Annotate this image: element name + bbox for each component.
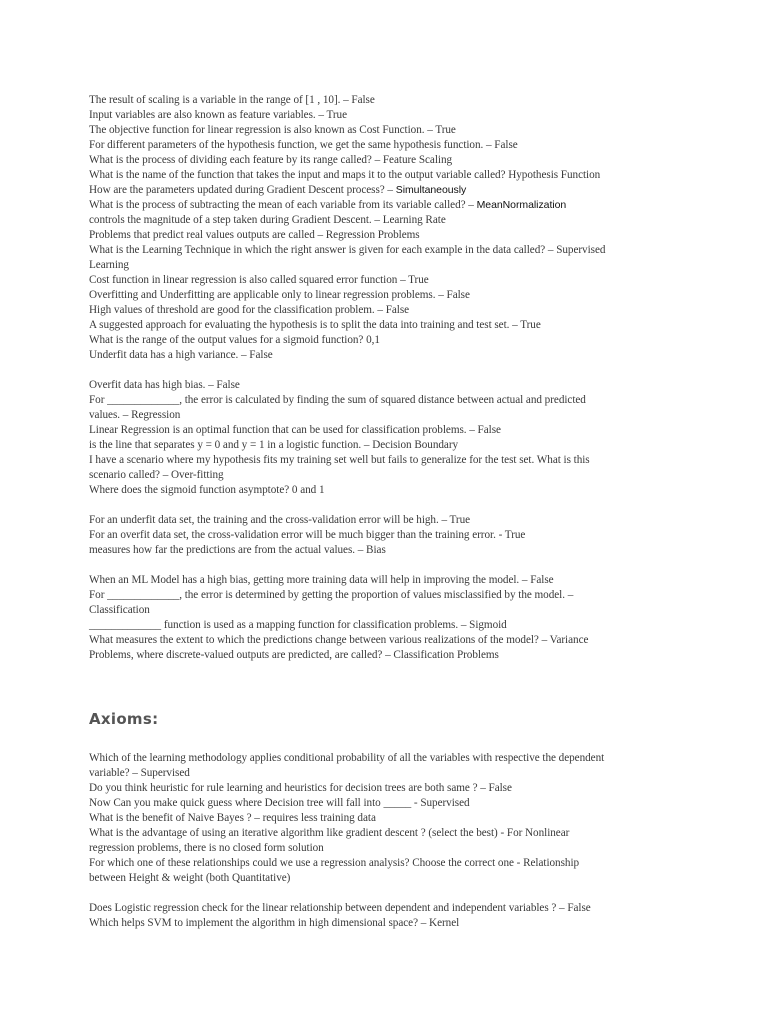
text-line: What is the name of the function that takes the input and maps it to the output variable called? Hypothesis Function (89, 169, 601, 181)
section-3 (89, 513, 669, 558)
text-line: What is the process of dividing each feature by its range called? – Feature Scaling (89, 154, 453, 166)
section-6 (89, 901, 669, 931)
text-line: A suggested approach for evaluating the hypothesis is to split the data into training and test set. – True (89, 319, 541, 331)
text-line: Overfit data has high bias. – False (89, 379, 240, 391)
text-line: Learning (89, 259, 129, 271)
text-line: Problems, where discrete-valued outputs are predicted, are called? – Classification Problems (89, 649, 499, 661)
text-line: Cost function in linear regression is also called squared error function – True (89, 274, 429, 286)
paragraph-gap (89, 498, 669, 513)
text-line: Do you think heuristic for rule learning and heuristics for decision trees are both same ? – False (89, 782, 512, 794)
section-heading: Axioms: (89, 710, 159, 728)
answer-text: MeanNormalization (476, 199, 567, 211)
text-line: Input variables are also known as feature variables. – True (89, 109, 348, 121)
text-line: values. – Regression (89, 409, 181, 421)
text-line: Classification (89, 604, 150, 616)
section-5 (89, 751, 669, 886)
text-line: is the line that separates y = 0 and y = 1 in a logistic function. – Decision Boundary (89, 439, 459, 451)
text-line: Which helps SVM to implement the algorithm in high dimensional space? – Kernel (89, 917, 460, 929)
text-line (89, 198, 669, 213)
paragraph-gap (89, 558, 669, 573)
text-line: Does Logistic regression check for the linear relationship between dependent and independent variables ? – False (89, 902, 591, 914)
document-page (89, 93, 669, 931)
text-line (89, 183, 669, 198)
text-line: Problems that predict real values outputs are called – Regression Problems (89, 229, 420, 241)
text-line: regression problems, there is no closed form solution (89, 842, 324, 854)
text-line: High values of threshold are good for the classification problem. – False (89, 304, 410, 316)
section-2 (89, 378, 669, 498)
text-line: measures how far the predictions are from the actual values. – Bias (89, 544, 386, 556)
text-line: Now Can you make quick guess where Decision tree will fall into _____ - Supervised (89, 797, 470, 809)
text-line: What is the advantage of using an iterative algorithm like gradient descent ? (select the best) - For Nonlinear (89, 827, 570, 839)
text-line: What is the Learning Technique in which the right answer is given for each example in the data called? – Supervised (89, 244, 606, 256)
text-line: When an ML Model has a high bias, getting more training data will help in improving the model. – False (89, 574, 554, 586)
text-line: Which of the learning methodology applies conditional probability of all the variables with respective the dependent (89, 752, 605, 764)
text-line: For which one of these relationships could we use a regression analysis? Choose the correct one - Relationship (89, 857, 580, 869)
text-line: What is the benefit of Naive Bayes ? – requires less training data (89, 812, 376, 824)
text-line: scenario called? – Over-fitting (89, 469, 224, 481)
text-line: For an overfit data set, the cross-validation error will be much bigger than the training error. - True (89, 529, 526, 541)
text-line: For _____________, the error is determined by getting the proportion of values misclassified by the model. – (89, 589, 574, 601)
text-line: For _____________, the error is calculated by finding the sum of squared distance between actual and predicted (89, 394, 586, 406)
section-4 (89, 573, 669, 663)
text-line: The result of scaling is a variable in the range of [1 , 10]. – False (89, 94, 375, 106)
text-line: What measures the extent to which the predictions change between various realizations of the model? – Variance (89, 634, 589, 646)
text-line: _____________ function is used as a mapping function for classification problems. – Sigmoid (89, 619, 507, 631)
question-text: What is the process of subtracting the mean of each variable from its variable called? – (89, 199, 477, 211)
text-line: between Height & weight (both Quantitative) (89, 872, 291, 884)
question-text: How are the parameters updated during Gradient Descent process? – (89, 184, 396, 196)
text-line: I have a scenario where my hypothesis fits my training set well but fails to generalize for the test set. What is this (89, 454, 590, 466)
text-line: Overfitting and Underfitting are applicable only to linear regression problems. – False (89, 289, 470, 301)
paragraph-gap (89, 363, 669, 378)
text-line: Where does the sigmoid function asymptote? 0 and 1 (89, 484, 325, 496)
text-line: variable? – Supervised (89, 767, 190, 779)
answer-text: Simultaneously (395, 184, 467, 196)
paragraph-gap (89, 886, 669, 901)
text-line: For an underfit data set, the training and the cross-validation error will be high. – True (89, 514, 471, 526)
text-line: Linear Regression is an optimal function that can be used for classification problems. – False (89, 424, 501, 436)
text-line: controls the magnitude of a step taken during Gradient Descent. – Learning Rate (89, 214, 446, 226)
text-line: The objective function for linear regression is also known as Cost Function. – True (89, 124, 456, 136)
text-line: What is the range of the output values for a sigmoid function? 0,1 (89, 334, 380, 346)
text-line: Underfit data has a high variance. – False (89, 349, 273, 361)
text-line: For different parameters of the hypothesis function, we get the same hypothesis function. – False (89, 139, 518, 151)
section-1 (89, 93, 669, 363)
